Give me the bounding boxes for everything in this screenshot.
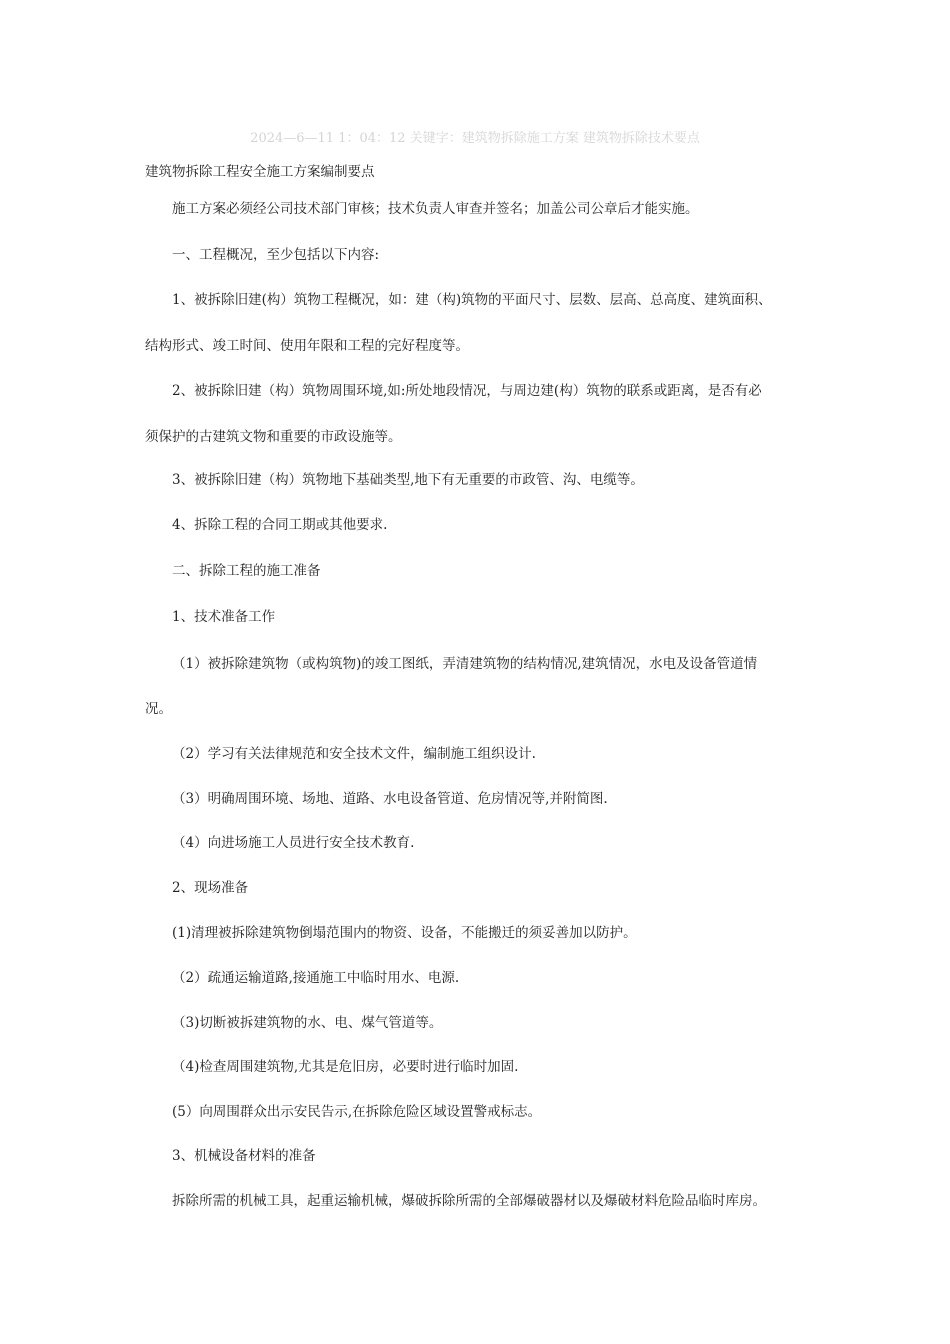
paragraph-line: 须保护的古建筑文物和重要的市政设施等。 <box>145 429 402 445</box>
paragraph-line: （1）被拆除建筑物（或构筑物)的竣工图纸，弄清建筑物的结构情况,建筑情况，水电及设备管道情 <box>172 656 758 672</box>
paragraph-line: （2）疏通运输道路,接通施工中临时用水、电源. <box>172 970 460 986</box>
paragraph-line: 二、拆除工程的施工准备 <box>172 563 321 579</box>
paragraph-line: 拆除所需的机械工具，起重运输机械，爆破拆除所需的全部爆破器材以及爆破材料危险品临时库房。 <box>172 1193 766 1209</box>
paragraph-line: （3）明确周围环境、场地、道路、水电设备管道、危房情况等,并附简图. <box>172 791 608 807</box>
document-title: 建筑物拆除工程安全施工方案编制要点 <box>145 164 375 180</box>
paragraph-line: （4）向进场施工人员进行安全技术教育. <box>172 835 415 851</box>
paragraph-line: （4)检查周围建筑物,尤其是危旧房，必要时进行临时加固. <box>172 1059 519 1075</box>
paragraph-line: 一、工程概况，至少包括以下内容: <box>172 247 380 263</box>
paragraph-line: （2）学习有关法律规范和安全技术文件，编制施工组织设计. <box>172 746 536 762</box>
paragraph-line: (1)清理被拆除建筑物倒塌范围内的物资、设备，不能搬迁的须妥善加以防护。 <box>172 925 637 941</box>
paragraph-line: 1、技术准备工作 <box>172 609 276 625</box>
paragraph-line: 2、被拆除旧建（构）筑物周围环境,如:所处地段情况，与周边建(构）筑物的联系或距离，是否有必 <box>172 383 762 399</box>
paragraph-line: 施工方案必须经公司技术部门审核；技术负责人审查并签名；加盖公司公章后才能实施。 <box>172 201 699 217</box>
paragraph-line: 况。 <box>145 701 172 717</box>
paragraph-line: 结构形式、竣工时间、使用年限和工程的完好程度等。 <box>145 338 469 354</box>
paragraph-line: (5）向周围群众出示安民告示,在拆除危险区域设置警戒标志。 <box>172 1104 542 1120</box>
paragraph-line: 4、拆除工程的合同工期或其他要求. <box>172 517 388 533</box>
paragraph-line: 3、机械设备材料的准备 <box>172 1148 316 1164</box>
paragraph-line: 2、现场准备 <box>172 880 249 896</box>
page-header: 2024—6—11 1：04：12 关键字：建筑物拆除施工方案 建筑物拆除技术要点 <box>250 131 700 146</box>
paragraph-line: 1、被拆除旧建(构）筑物工程概况，如：建（构)筑物的平面尺寸、层数、层高、总高度、建筑面积、 <box>172 292 772 308</box>
paragraph-line: 3、被拆除旧建（构）筑物地下基础类型,地下有无重要的市政管、沟、电缆等。 <box>172 472 644 488</box>
paragraph-line: （3)切断被拆建筑物的水、电、煤气管道等。 <box>172 1015 443 1031</box>
